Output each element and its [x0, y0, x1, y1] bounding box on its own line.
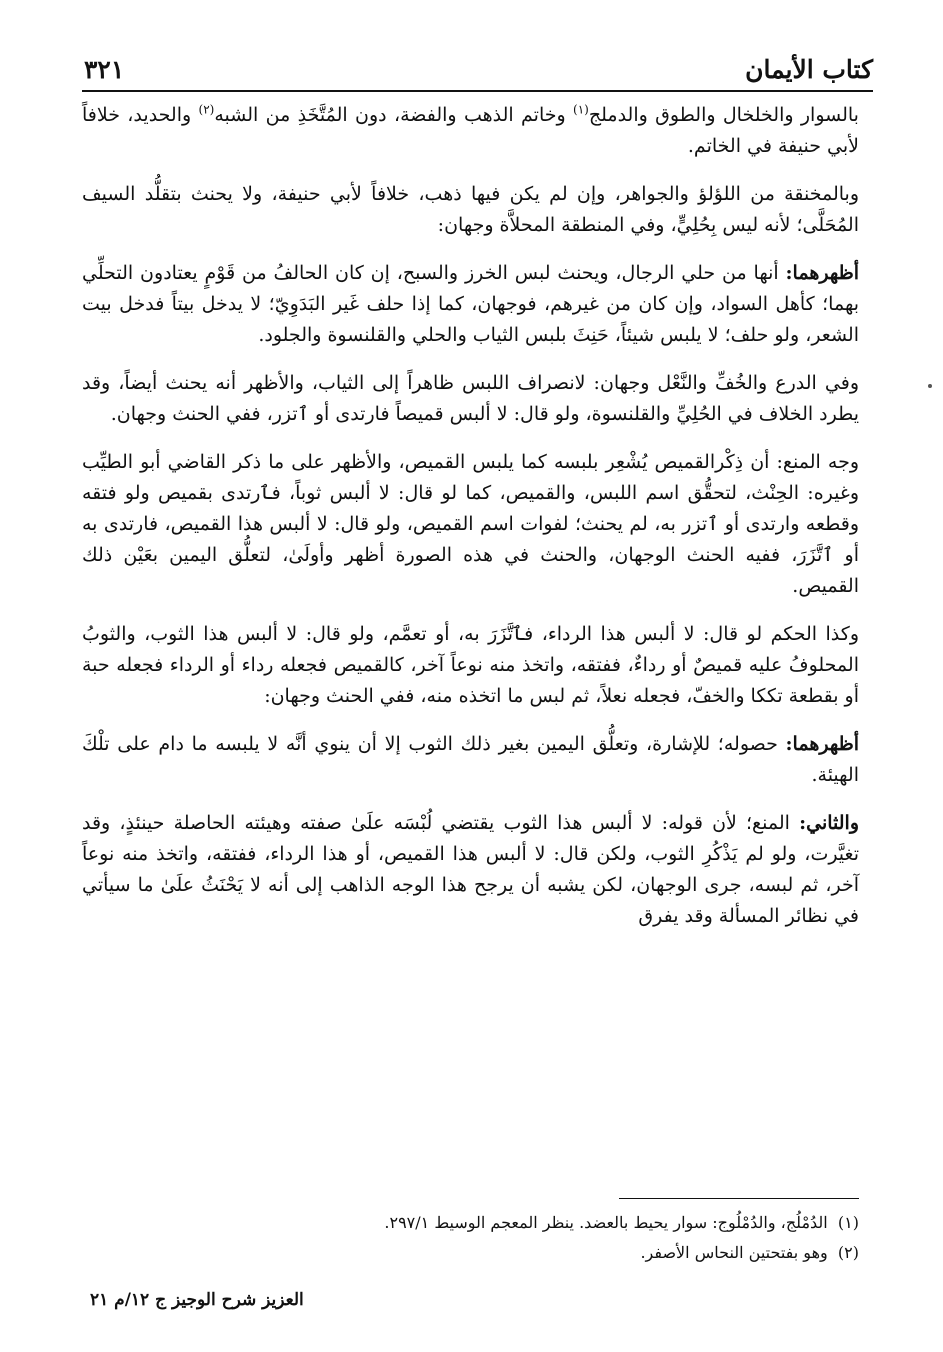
running-title: كتاب الأيمان: [745, 55, 873, 84]
header-rule: [82, 90, 873, 92]
paragraph: [82, 729, 859, 791]
footnotes: [82, 1208, 859, 1268]
footnote-text: الدُمْلُج، والدُمْلُوج: سوار يحيط بالعضد. ينظر المعجم الوسيط ٢٩٧/١.: [384, 1213, 828, 1232]
footnote-marker: (٢): [198, 102, 215, 117]
footnote-text: وهو بفتحتين النحاس الأصفر.: [640, 1243, 828, 1262]
signature-line: العزيز شرح الوجيز ج ١٢/م ٢١: [90, 1290, 304, 1310]
paragraph: [82, 368, 859, 430]
margin-speck: [928, 384, 932, 388]
paragraph-text: أنها من حلي الرجال، ويحنث لبس الخرز والسبح، إن كان الحالفُ من قَوْمٍ يعتادون التحلِّي بهما؛ كأهل السواد، وإن كان من غيرهم، فوجهان، كما إذا حلف غَير البَدَوِيّ؛ لا يدخل بيتاً فدخل بيت الشعر، ولو حلف؛ لا يلبس شيئاً، حَنِثَ بلبس الثياب والحلي والقلنسوة والجلود.: [82, 262, 859, 346]
paragraph-text: حصوله؛ للإشارة، وتعلُّق اليمين بغير ذلك الثوب إلا أن ينوي أنَّه لا يلبسه ما دام على تلْكَ الهيئة.: [82, 733, 859, 786]
footnote-number: (٢): [837, 1243, 859, 1262]
main-text: [82, 100, 859, 949]
footnote-rule: [619, 1198, 859, 1199]
paragraph: [82, 619, 859, 712]
footnote-marker: (١): [573, 102, 589, 117]
paragraph-text: وخاتم الذهب والفضة، دون المُتَّخَذِ من الشبه: [214, 104, 574, 126]
page-number: ٣٢١: [84, 55, 125, 84]
footnote: [82, 1238, 859, 1268]
paragraph-text: والحديد، خلافاً لأبي حنيفة في الخاتم.: [82, 104, 859, 157]
paragraph-text: بالسوار والخلخال والطوق والدملج: [588, 104, 859, 126]
lead-term: أظهرهما:: [785, 262, 859, 284]
paragraph-text: وبالمخنقة من اللؤلؤ والجواهر، وإن لم يكن فيها ذهب، خلافاً لأبي حنيفة، ولا يحنث بتقلُّد السيف المُحَلَّى؛ لأنه ليس بِحُلِيٍّ، وفي المنطقة المحلاَّة وجهان:: [82, 183, 859, 236]
footnote-number: (١): [837, 1213, 859, 1232]
paragraph-text: وجه المنع: أن ذِكْرالقميص يُشْعِر بلبسه كما يلبس القميص، والأظهر على ما ذكر القاضي أبو الطيِّب وغيره: الحِنْث، لتحقُّق اسم اللبس، والقميص، كما لو قال: لا ألبس ثوباً، فٱرتدى بقميص ولو فتقه وقطعه وارتدى أو ٱتزر به، لم يحنث؛ لفوات اسم القميص، ولو قال: لا ألبس هذا القميص، فارتدى به أو ٱتَّزَرَ، ففيه الحنث الوجهان، والحنث في هذه الصورة أظهر وأولَىٰ، لتعلُّق اليمين بعَيْن ذلك القميص.: [82, 451, 859, 597]
paragraph: [82, 258, 859, 351]
paragraph-text: وفي الدرع والخُفِّ والنَّعْل وجهان: لانصراف اللبس ظاهراً إلى الثياب، والأظهر أنه يحنث أيضاً، وقد يطرد الخلاف في الحُلِيِّ والقلنسوة، ولو قال: لا ألبس قميصاً فارتدى أو ٱتزر، ففي الحنث وجهان.: [82, 372, 859, 425]
page-header: [84, 44, 873, 84]
paragraph-text: وكذا الحكم لو قال: لا ألبس هذا الرداء، فٱتَّزَرَ به، أو تعمَّم، ولو قال: لا ألبس هذا الثوب، والثوبُ المحلوفُ عليه قميصٌ أو رداءٌ، ففتقه، واتخذ منه نوعاً آخر، كالقميص فجعله رداء أو الرداء فجعله حبة أو بقطعة تككا والخفّ، فجعله نعلاً، ثم لبس ما اتخذه منه، ففي الحنث وجهان:: [82, 623, 859, 707]
paragraph: [82, 179, 859, 241]
paragraph: [82, 100, 859, 162]
footnote: [82, 1208, 859, 1238]
paragraph-text: المنع؛ لأن قوله: لا ألبس هذا الثوب يقتضي لُبْسَه علَىٰ صفته وهيئته الحاصلة حينئذٍ، وقد تغيَّرت، ولو لم يَذْكُرِ الثوب، ولكن قال: لا ألبس هذا القميص، أو هذا الرداء، ففتقه، واتخذ منه نوعاً آخر، ثم لبسه، جرى الوجهان، لكن يشبه أن يرجح هذا الوجه الذاهب إلى أنه لا يَحْنَثُ علَىٰ ما سيأتي في نظائر المسألة وقد يفرق: [82, 812, 859, 927]
paragraph: [82, 447, 859, 602]
lead-term: والثاني:: [799, 812, 859, 834]
lead-term: أظهرهما:: [785, 733, 859, 755]
paragraph: [82, 808, 859, 932]
